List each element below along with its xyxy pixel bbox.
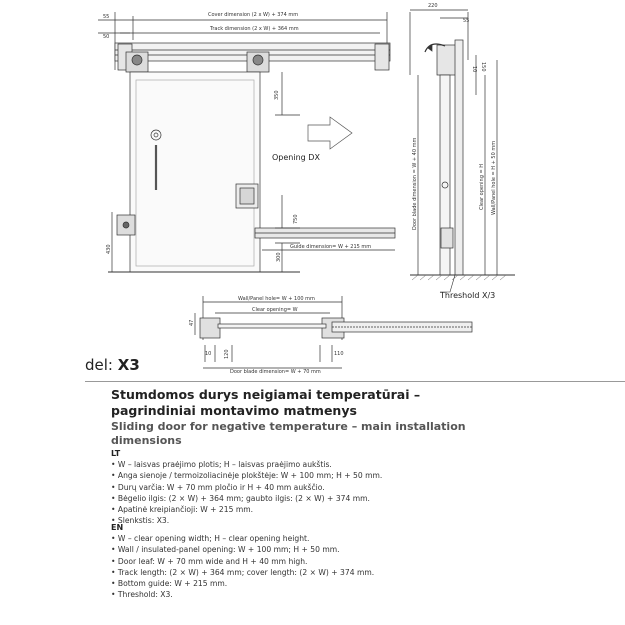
en-item: • Threshold: X3. [111,589,374,600]
lt-item: • Bėgelio ilgis: (2 × W) + 364 mm; gaubto ilgis: (2 × W) + 374 mm. [111,493,382,504]
dim-55-right: 55 [463,18,470,24]
divider [85,381,625,382]
dim-10b: 10 [205,351,212,357]
dim-47: 47 [189,319,195,326]
model-prefix: del: [85,356,118,374]
model-label [85,356,140,374]
dim-wall-hole-w: Wall/Panel hole= W + 100 mm [238,296,315,302]
lt-item: • Slenkstis: X3. [111,515,382,526]
en-item: • Door leaf: W + 70 mm wide and H + 40 mm high. [111,556,374,567]
side-section [410,10,515,292]
en-item: • W – clear opening width; H – clear opening height. [111,533,374,544]
dim-track: Track dimension (2 x W) + 364 mm [210,26,299,32]
title-en: Sliding door for negative temperature – main installation dimensions [111,420,466,447]
lt-item: • Apatinė kreipiančioji: W + 215 mm. [111,504,382,515]
en-item: • Bottom guide: W + 215 mm. [111,578,374,589]
dim-clear-opening-h: Clear opening = H [479,163,485,210]
dim-220: 220 [428,3,438,9]
threshold-label: Threshold X/3 [440,291,496,300]
dim-120: 120 [224,349,230,359]
dim-300: 300 [276,252,282,262]
dim-55-left: 55 [103,14,110,20]
opening-label: Opening DX [272,153,320,162]
front-elevation [98,12,395,272]
title-lt: Stumdomos durys neigiamai temperatūrai – pagrindiniai montavimo matmenys [111,387,421,418]
lt-item: • Durų varčia: W + 70 mm pločio ir H + 40 mm aukščio. [111,482,382,493]
dim-clear-opening-w: Clear opening= W [252,307,298,313]
dim-10: 10 [471,66,477,73]
lt-heading: LT [111,449,121,458]
model-code: X3 [117,356,140,374]
dim-blade-width: Door blade dimension= W + 70 mm [230,369,321,375]
dim-110: 110 [334,351,344,357]
lt-list [111,459,382,527]
dim-50-left: 50 [103,34,110,40]
lt-item: • Anga sienoje / termoizoliacinėje plokštėje: W + 100 mm; H + 50 mm. [111,470,382,481]
plan-view [195,296,472,368]
dim-blade-height: Door blade dimension = W + 40 mm [412,137,418,230]
dim-cover: Cover dimension (2 x W) + 374 mm [208,12,299,18]
en-item: • Wall / insulated-panel opening: W + 100 mm; H + 50 mm. [111,544,374,555]
dim-guide: Guide dimension= W + 215 mm [290,244,372,250]
dim-wall-hole-h: Wall/Panel hole = H + 50 mm [491,140,497,215]
en-heading: EN [111,523,124,532]
dim-350: 350 [274,90,280,100]
lt-item: • W – laisvas praėjimo plotis; H – laisvas praėjimo aukštis. [111,459,382,470]
dim-750: 750 [293,214,299,224]
en-item: • Track length: (2 × W) + 364 mm; cover length: (2 × W) + 374 mm. [111,567,374,578]
dim-150: 150 [480,62,486,72]
en-list [111,533,374,601]
dim-430: 430 [106,244,112,254]
